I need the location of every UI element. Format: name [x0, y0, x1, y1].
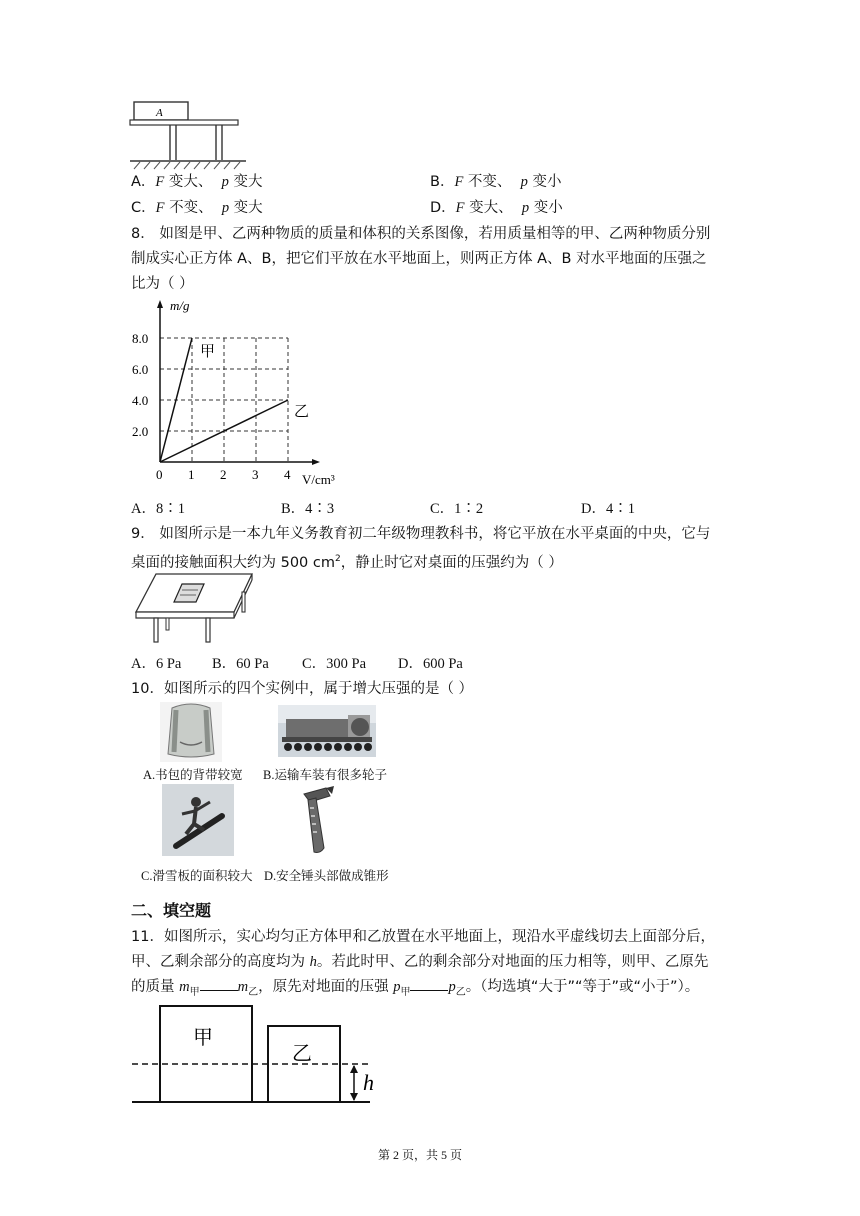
q8-option-b: B．4∶3 [281, 501, 335, 517]
q11-stem-line2: 甲、乙剩余部分的高度均为 h。若此时甲、乙的剩余部分对地面的压力相等，则甲、乙原先 [131, 954, 709, 970]
q7-option-a: A．F 变大、 p 变大 [131, 174, 263, 190]
series-label-yi: 乙 [294, 404, 310, 420]
fig-label-jia: 甲 [193, 1027, 213, 1049]
fig-label-h: h [363, 1070, 374, 1095]
q9-option-d: D．600 Pa [398, 656, 463, 672]
q7-option-d: D．F 变大、 p 变小 [430, 200, 563, 216]
series-line-jia [160, 338, 192, 462]
q10-stem: 10．如图所示的四个实例中，属于增大压强的是（ ） [131, 681, 474, 697]
q7-option-b: B．F 不变、 p 变小 [430, 174, 562, 190]
safety-hammer-image [290, 786, 342, 856]
q7-figure [128, 98, 248, 170]
q8-stem-line1: 8． 如图是甲、乙两种物质的质量和体积的关系图像，若用质量相等的甲、乙两种物质分别 [131, 226, 711, 242]
x-axis-label: V/cm³ [302, 472, 335, 487]
q11-figure [130, 1004, 390, 1108]
backpack-image [160, 702, 222, 762]
section-title-fill-in: 二、填空题 [131, 901, 212, 920]
transport-truck-image [278, 705, 376, 757]
q9-option-a: A．6 Pa [131, 656, 182, 672]
q9-option-c: C．300 Pa [302, 656, 367, 672]
q9-option-b: B．60 Pa [212, 656, 269, 672]
blank-pressure[interactable] [410, 976, 448, 991]
q9-stem-line1: 9． 如图所示是一本九年义务教育初二年级物理教科书，将它平放在水平桌面的中央，它与 [131, 526, 711, 542]
y-tick-label: 4.0 [132, 393, 149, 408]
q10-caption-d: D.安全锤头部做成锥形 [264, 869, 389, 883]
y-tick-label: 6.0 [132, 362, 149, 377]
q9-stem-line2: 桌面的接触面积大约为 500 $cm^2$，静止时它对桌面的压强约为（ ） [131, 554, 563, 571]
snowboard-image [162, 784, 234, 856]
x-axis-arrow [312, 459, 320, 465]
mass-volume-chart [130, 296, 360, 496]
q10-caption-b: B.运输车装有很多轮子 [263, 768, 387, 782]
q8-stem-line3: 比为（ ） [131, 276, 194, 292]
y-axis-label: m/g [170, 298, 190, 313]
q8-option-c: C．1∶2 [430, 501, 484, 517]
q9-figure [134, 572, 254, 644]
blank-mass[interactable] [200, 976, 238, 991]
y-axis-arrow [157, 300, 163, 308]
x-tick-label: 3 [252, 467, 259, 482]
q8-option-a: A．8∶1 [131, 501, 185, 517]
series-label-jia: 甲 [200, 344, 216, 360]
q10-caption-a: A.书包的背带较宽 [143, 768, 243, 782]
x-tick-label: 2 [220, 467, 227, 482]
q10-caption-c: C.滑雪板的面积较大 [141, 869, 253, 883]
fig-label-yi: 乙 [292, 1043, 312, 1065]
q7-option-c: C．F 不变、 p 变大 [131, 200, 263, 216]
q8-option-d: D．4∶1 [581, 501, 635, 517]
q11-stem-line3: 的质量 $m_甲$ $m_乙$，原先对地面的压强 $p_甲$ $p_乙$。（均选填“大于”“等于”或“小于”）。 [131, 976, 699, 1004]
page-footer: 第 2 页，共 5 页 [378, 1148, 463, 1162]
q8-stem-line2: 制成实心正方体 A、B，把它们平放在水平地面上，则两正方体 A、B 对水平地面的压强之 [131, 251, 707, 267]
y-tick-label: 8.0 [132, 331, 149, 346]
x-tick-label: 0 [156, 467, 163, 482]
y-tick-label: 2.0 [132, 424, 149, 439]
q7-block-label: A [156, 107, 163, 119]
x-tick-label: 1 [188, 467, 195, 482]
x-tick-label: 4 [284, 467, 291, 482]
q11-stem-line1: 11．如图所示，实心均匀正方体甲和乙放置在水平地面上，现沿水平虚线切去上面部分后， [131, 929, 715, 945]
